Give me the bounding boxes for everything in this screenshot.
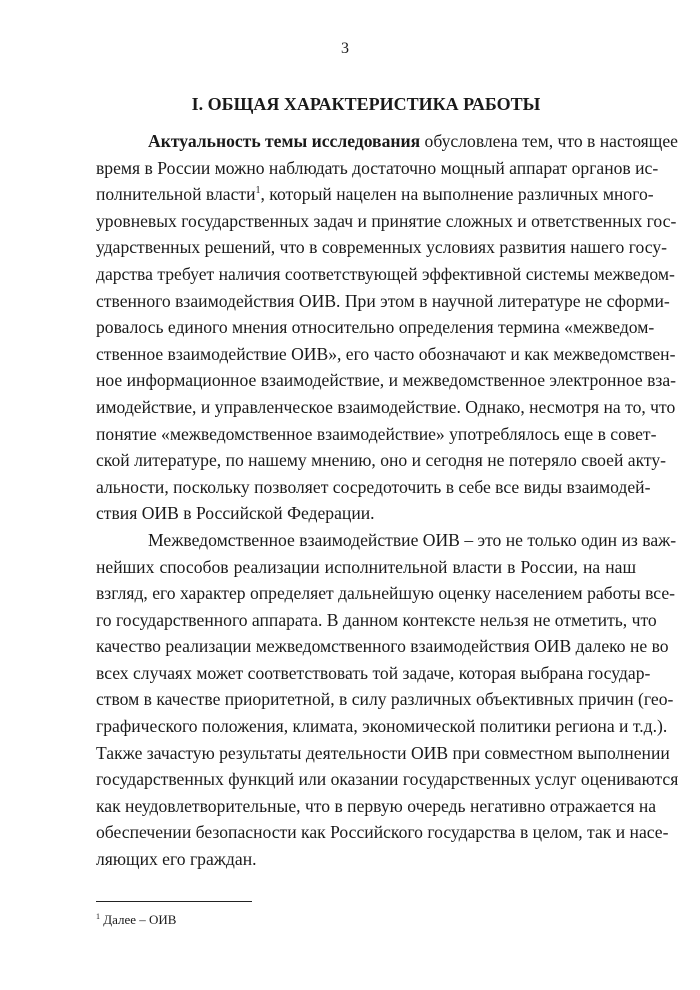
text-line: графического положения, климата, экономической политики региона и т.д.).: [96, 716, 668, 737]
text-line: государственных функций или оказании государственных услуг оцениваются: [96, 769, 679, 790]
text-line: взгляд, его характер определяет дальнейшую оценку населением работы все-: [96, 583, 676, 604]
footnote-text: Далее – ОИВ: [100, 912, 177, 927]
text-line: ством в качестве приоритетной, в силу различных объективных причин (гео-: [96, 689, 674, 710]
footnote-ref[interactable]: 1: [255, 185, 261, 197]
text-line: обеспечении безопасности как Российского государства в целом, так и насе-: [96, 822, 669, 843]
paragraph-relevance: [96, 128, 678, 527]
text-line: как неудовлетворительные, что в первую очередь негативно отражается на: [96, 795, 657, 816]
text-line: го государственного аппарата. В данном контексте нельзя не отметить, что: [96, 609, 657, 630]
text-line: ской литературе, по нашему мнению, оно и сегодня не потеряло своей акту-: [96, 450, 667, 471]
text-line: ственное взаимодействие ОИВ», его часто обозначают и как межведомствен-: [96, 343, 676, 364]
section-title: I. ОБЩАЯ ХАРАКТЕРИСТИКА РАБОТЫ: [191, 94, 541, 114]
footnote: [96, 912, 176, 928]
text-line: ствия ОИВ в Российской Федерации.: [96, 503, 375, 524]
text-span: обусловлена тем, что в настоящее: [420, 131, 678, 151]
text-line: ное информационное взаимодействие, и межведомственное электронное вза-: [96, 370, 677, 391]
text-line: уровневых государственных задач и принятие сложных и ответственных гос-: [96, 210, 677, 231]
text-span: полнительной власти: [96, 184, 256, 205]
page-number: 3: [341, 40, 349, 57]
text-span: , который нацелен на выполнение различных много-: [260, 184, 654, 205]
text-line: Также зачастую результаты деятельности ОИВ при совместном выполнении: [96, 742, 670, 763]
text-line: ственного взаимодействия ОИВ. При этом в научной литературе не сформи-: [96, 290, 670, 311]
text-line: [96, 128, 678, 155]
text-line: ударственных решений, что в современных условиях развития нашего госу-: [96, 237, 667, 258]
text-line: дарства требует наличия соответствующей эффективной системы межведом-: [96, 263, 675, 284]
text-line: всех случаях может соответствовать той задаче, которая выбрана государ-: [96, 662, 651, 683]
text-line: качество реализации межведомственного взаимодействия ОИВ далеко не во: [96, 636, 669, 657]
text-line: понятие «межведомственное взаимодействие» употреблялось еще в совет-: [96, 423, 657, 444]
text-line: имодействие, и управленческое взаимодействие. Однако, несмотря на то, что: [96, 396, 676, 417]
footnote-separator: [96, 901, 252, 902]
text-line: ровалось единого мнения относительно определения термина «межведом-: [96, 317, 655, 338]
paragraph-interaction: [96, 527, 679, 873]
text-line: [96, 181, 654, 208]
text-line: время в России можно наблюдать достаточно мощный аппарат органов ис-: [96, 157, 659, 178]
text-line: альности, поскольку позволяет сосредоточить в себе все виды взаимодей-: [96, 476, 651, 497]
bold-lead: Актуальность темы исследования: [148, 131, 421, 151]
text-line: Межведомственное взаимодействие ОИВ – это не только один из важ-: [148, 529, 677, 550]
text-line: нейших способов реализации исполнительной власти в России, на наш: [96, 556, 636, 577]
footnote-number: 1: [96, 912, 100, 921]
text-line: ляющих его граждан.: [96, 849, 257, 870]
body-text: [96, 128, 679, 873]
